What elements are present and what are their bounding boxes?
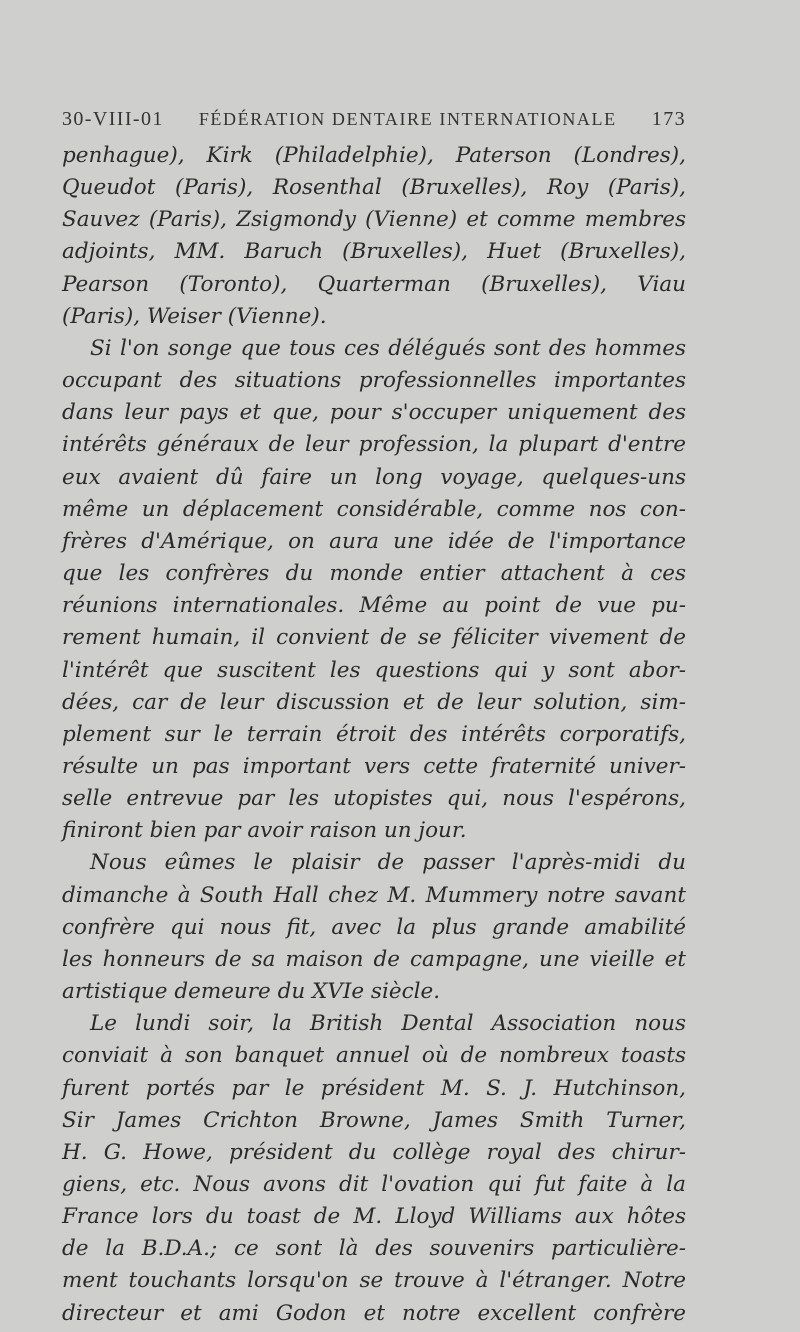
text-line: directeur et ami Godon et notre excellent confrère (62, 1300, 686, 1326)
text-line: dimanche à South Hall chez M. Mummery notre savant (62, 882, 686, 908)
text-line: finiront bien par avoir raison un jour. (62, 818, 467, 844)
header-title: FÉDÉRATION DENTAIRE INTERNATIONALE (198, 109, 617, 129)
body-text (62, 140, 686, 1330)
text-line: rement humain, il convient de se féliciter vivement de (62, 625, 686, 651)
text-line: adjoints, MM. Baruch (Bruxelles), Huet (Bruxelles), (62, 239, 686, 265)
text-line: résulte un pas important vers cette fraternité univer- (62, 753, 686, 779)
text-line: artistique demeure du XVIe siècle. (62, 979, 441, 1005)
text-line: furent portés par le président M. S. J. Hutchinson, (62, 1075, 686, 1101)
running-header (62, 108, 686, 131)
text-line: plement sur le terrain étroit des intérêts corporatifs, (62, 721, 686, 747)
text-line: frères d'Amérique, on aura une idée de l'importance (62, 528, 686, 554)
text-line: occupant des situations professionnelles importantes (62, 368, 686, 394)
text-line: penhague), Kirk (Philadelphie), Paterson (Londres), (62, 143, 686, 168)
paragraph-start-line: Nous eûmes le plaisir de passer l'après-midi du (90, 850, 686, 876)
text-line: (Paris), Weiser (Vienne). (62, 303, 327, 329)
text-line: que les confrères du monde entier attachent à ces (62, 561, 686, 587)
text-line: eux avaient dû faire un long voyage, quelques-uns (62, 464, 686, 490)
text-line: France lors du toast de M. Lloyd Williams aux hôtes (62, 1204, 686, 1230)
text-line: de la B.D.A.; ce sont là des souvenirs particulière- (62, 1236, 686, 1262)
text-line: l'intérêt que suscitent les questions qui y sont abor- (62, 657, 686, 683)
text-line: selle entrevue par les utopistes qui, nous l'espérons, (62, 786, 686, 812)
text-line: conviait à son banquet annuel où de nombreux toasts (62, 1043, 686, 1069)
text-line: intérêts généraux de leur profession, la plupart d'entre (62, 432, 686, 458)
text-line: Queudot (Paris), Rosenthal (Bruxelles), Roy (Paris), (62, 175, 686, 201)
text-line: ment touchants lorsqu'on se trouve à l'étranger. Notre (62, 1268, 686, 1294)
text-line: dées, car de leur discussion et de leur solution, sim- (62, 689, 686, 715)
text-line: confrère qui nous fit, avec la plus grande amabilité (62, 914, 686, 940)
paragraph-start-line: Le lundi soir, la British Dental Association nous (90, 1011, 686, 1037)
text-line: Sauvez (Paris), Zsigmondy (Vienne) et comme membres (62, 207, 686, 233)
page-number: 173 (651, 108, 686, 130)
text-line: même un déplacement considérable, comme nos con- (62, 496, 686, 522)
header-date: 30-VIII-01 (62, 108, 164, 130)
text-line: dans leur pays et que, pour s'occuper uniquement des (62, 400, 686, 426)
paragraph-start-line: Si l'on songe que tous ces délégués sont des hommes (90, 335, 686, 361)
text-line: Sir James Crichton Browne, James Smith Turner, (62, 1107, 686, 1133)
text-line: giens, etc. Nous avons dit l'ovation qui fut faite à la (62, 1172, 686, 1197)
text-line: les honneurs de sa maison de campagne, une vieille et (62, 946, 686, 972)
text-line: H. G. Howe, président du collège royal des chirur- (62, 1139, 686, 1165)
text-line: Pearson (Toronto), Quarterman (Bruxelles), Viau (62, 271, 686, 297)
text-line: réunions internationales. Même au point de vue pu- (62, 593, 686, 619)
